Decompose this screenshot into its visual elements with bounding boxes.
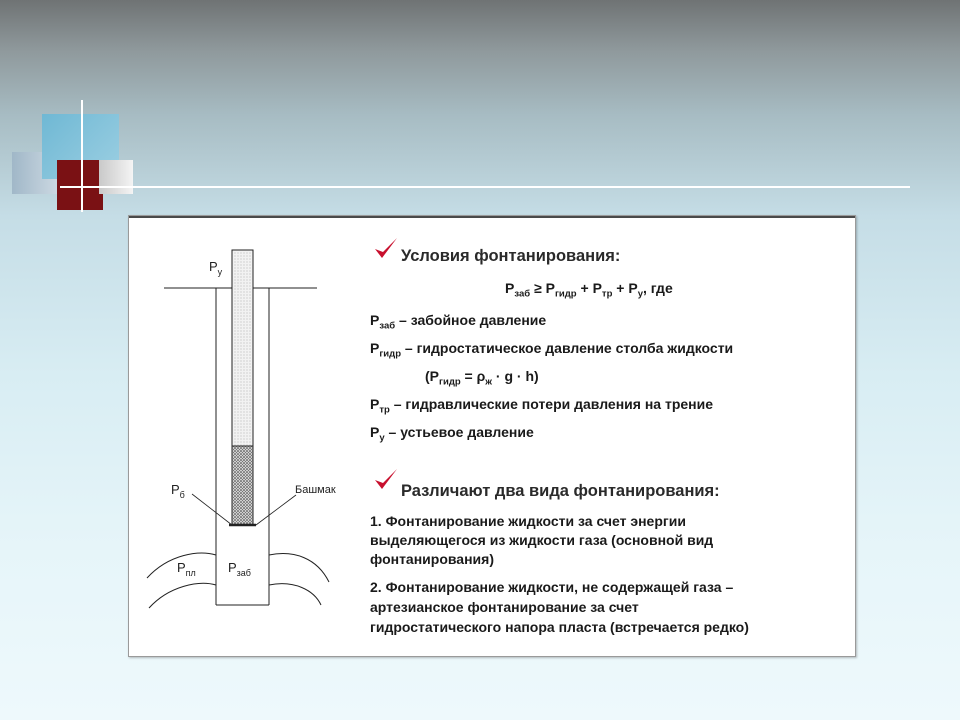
tubing-upper xyxy=(232,250,253,446)
formation-line-lower xyxy=(149,583,216,608)
definition-py: $Р_у$ – устьевое давление xyxy=(370,424,534,444)
type2-line2: артезианское фонтанирование за счет xyxy=(370,599,639,615)
type1-line1: 1. Фонтанирование жидкости за счет энергии xyxy=(370,513,686,529)
formation-line-upper-right xyxy=(269,554,329,582)
decor-square-light xyxy=(99,160,133,194)
label-py: $Р_у$ xyxy=(209,259,223,277)
tubing-lower xyxy=(232,446,253,525)
shoe-leader xyxy=(256,495,296,525)
decor-vertical-line xyxy=(81,100,83,212)
conditions-heading: Условия фонтанирования: xyxy=(401,247,621,265)
main-formula: $Р_{заб} \ge Р_{гидр} + Р_{тр} + Р_у$, где xyxy=(505,280,673,300)
label-shoe: Башмак xyxy=(295,484,336,496)
types-heading: Различают два вида фонтанирования: xyxy=(401,482,720,500)
label-ppl: $Р_{пл}$ xyxy=(177,560,196,578)
type1-line3: фонтанирования) xyxy=(370,551,494,567)
decor-square-red xyxy=(57,160,103,210)
pb-leader xyxy=(192,494,232,525)
content-card xyxy=(128,215,856,657)
type2-line1: 2. Фонтанирование жидкости, не содержащей газа – xyxy=(370,579,734,595)
decor-horizontal-line xyxy=(60,186,910,188)
checkmark-icon xyxy=(373,467,399,493)
type1-line2: выделяющегося из жидкости газа (основной вид xyxy=(370,532,714,548)
definition-ptr: $Р_{тр}$ – гидравлические потери давления на трение xyxy=(370,396,714,416)
pgidr-formula: $(Р_{гидр} = \rho_ж \cdot g \cdot h)$ xyxy=(425,368,539,388)
definition-pzab: $Р_{заб}$ – забойное давление xyxy=(370,312,547,332)
well-diagram xyxy=(129,216,349,658)
formation-line-lower-right xyxy=(269,584,321,605)
label-pb: $Р_б$ xyxy=(171,482,185,500)
definition-pgidr: $Р_{гидр}$ – гидростатическое давление столба жидкости xyxy=(370,340,734,360)
checkmark-icon xyxy=(373,236,399,262)
type2-line3: гидростатического напора пласта (встречается редко) xyxy=(370,619,749,635)
label-pzab: $Р_{заб}$ xyxy=(228,560,251,578)
